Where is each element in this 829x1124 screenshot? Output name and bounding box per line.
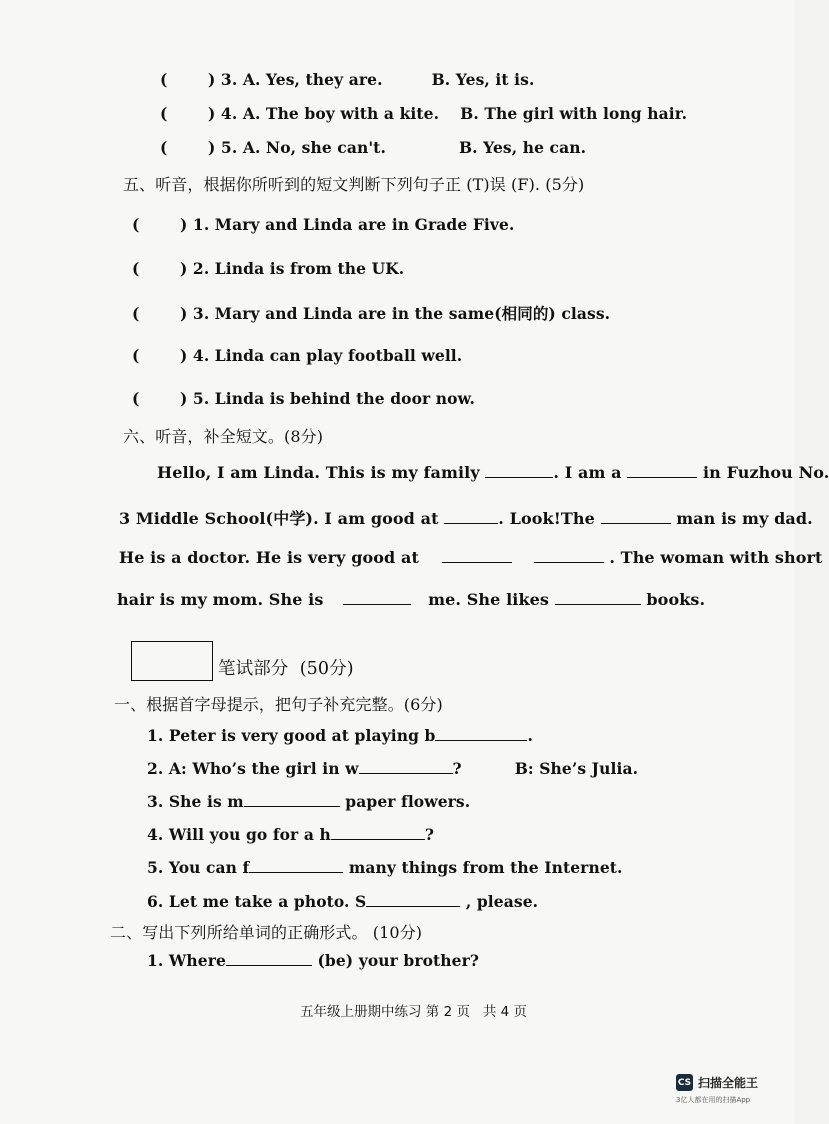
option-a: A. Yes, they are. <box>242 70 383 89</box>
writing1-title: 一、根据首字母提示，把句子补充完整。(6分) <box>114 695 443 714</box>
written-part-label: 笔试部分 (50分) <box>218 659 354 679</box>
fill-blank[interactable] <box>534 548 604 563</box>
answer-paren[interactable]: ( <box>160 70 168 89</box>
fill-item: 1. Peter is very good at playing b . <box>147 726 533 745</box>
scanner-app-name: 扫描全能王 <box>698 1076 759 1090</box>
writing2-title: 二、写出下列所给单词的正确形式。 (10分) <box>110 923 423 942</box>
fill-blank[interactable] <box>359 759 453 774</box>
fill-blank[interactable] <box>442 548 512 563</box>
passage-line: 3 Middle School(中学). I am good at . Look!The man is my dad. <box>119 509 813 528</box>
answer-paren[interactable]: ( <box>132 389 140 408</box>
question-row: ( ) 5. A. No, she can't. B. Yes, he can. <box>160 138 587 157</box>
answer-paren[interactable]: ( <box>160 104 168 123</box>
answer-paren[interactable]: ( <box>132 304 140 323</box>
fill-blank[interactable] <box>244 792 340 807</box>
fill-blank[interactable] <box>485 463 553 478</box>
fill-item: 1. Where (be) your brother? <box>147 951 480 970</box>
show-through-text <box>560 78 564 91</box>
answer-paren[interactable]: ( <box>132 346 140 365</box>
camscanner-logo-icon: CS <box>676 1074 693 1091</box>
fill-item: 2. A: Who’s the girl in w ? B: She’s Julia. <box>147 759 639 778</box>
fill-blank[interactable] <box>555 590 641 605</box>
question-row: ( ) 3. A. Yes, they are. B. Yes, it is. <box>160 70 535 89</box>
option-b: B. The girl with long hair. <box>460 104 688 123</box>
passage-line: Hello, I am Linda. This is my family . I am a in Fuzhou No. <box>157 463 829 482</box>
fill-blank[interactable] <box>226 951 312 966</box>
tf-item: ( ) 2. Linda is from the UK. <box>132 259 405 278</box>
answer-paren[interactable]: ( <box>160 138 168 157</box>
fill-blank[interactable] <box>444 509 498 524</box>
option-a: A. No, she can't. <box>242 138 386 157</box>
fill-item: 5. You can f many things from the Internet. <box>147 858 623 877</box>
page-footer: 五年级上册期中练习 第 2 页 共 4 页 <box>300 1004 528 1020</box>
scanner-watermark <box>676 1074 758 1091</box>
fill-item: 3. She is m paper flowers. <box>147 792 471 811</box>
option-a: A. The boy with a kite. <box>242 104 440 123</box>
fill-blank[interactable] <box>627 463 697 478</box>
option-b: B. Yes, he can. <box>458 138 587 157</box>
tf-item: ( ) 3. Mary and Linda are in the same(相同的) class. <box>132 304 611 323</box>
answer-paren[interactable]: ( <box>132 259 140 278</box>
section5-title: 五、听音，根据你所听到的短文判断下列句子正 (T)误 (F). (5分) <box>123 175 585 194</box>
fill-blank[interactable] <box>249 858 343 873</box>
fill-blank[interactable] <box>435 726 527 741</box>
tf-item: ( ) 4. Linda can play football well. <box>132 346 463 365</box>
fill-item: 4. Will you go for a h ? <box>147 825 435 844</box>
tf-item: ( ) 1. Mary and Linda are in Grade Five. <box>132 215 515 234</box>
fill-item: 6. Let me take a photo. S , please. <box>147 892 539 911</box>
fill-blank[interactable] <box>601 509 671 524</box>
answer-paren[interactable]: ( <box>132 215 140 234</box>
score-box[interactable] <box>131 641 213 681</box>
scanner-tagline: 3亿人都在用的扫描App <box>676 1096 751 1104</box>
fill-blank[interactable] <box>343 590 411 605</box>
passage-line: hair is my mom. She is me. She likes books. <box>117 590 706 609</box>
fill-blank[interactable] <box>331 825 425 840</box>
passage-line: He is a doctor. He is very good at . The woman with short <box>119 548 823 567</box>
option-b: B. Yes, it is. <box>431 70 535 89</box>
question-row: ( ) 4. A. The boy with a kite. B. The girl with long hair. <box>160 104 688 123</box>
section6-title: 六、听音，补全短文。(8分) <box>123 427 324 446</box>
fill-blank[interactable] <box>366 892 460 907</box>
tf-item: ( ) 5. Linda is behind the door now. <box>132 389 475 408</box>
